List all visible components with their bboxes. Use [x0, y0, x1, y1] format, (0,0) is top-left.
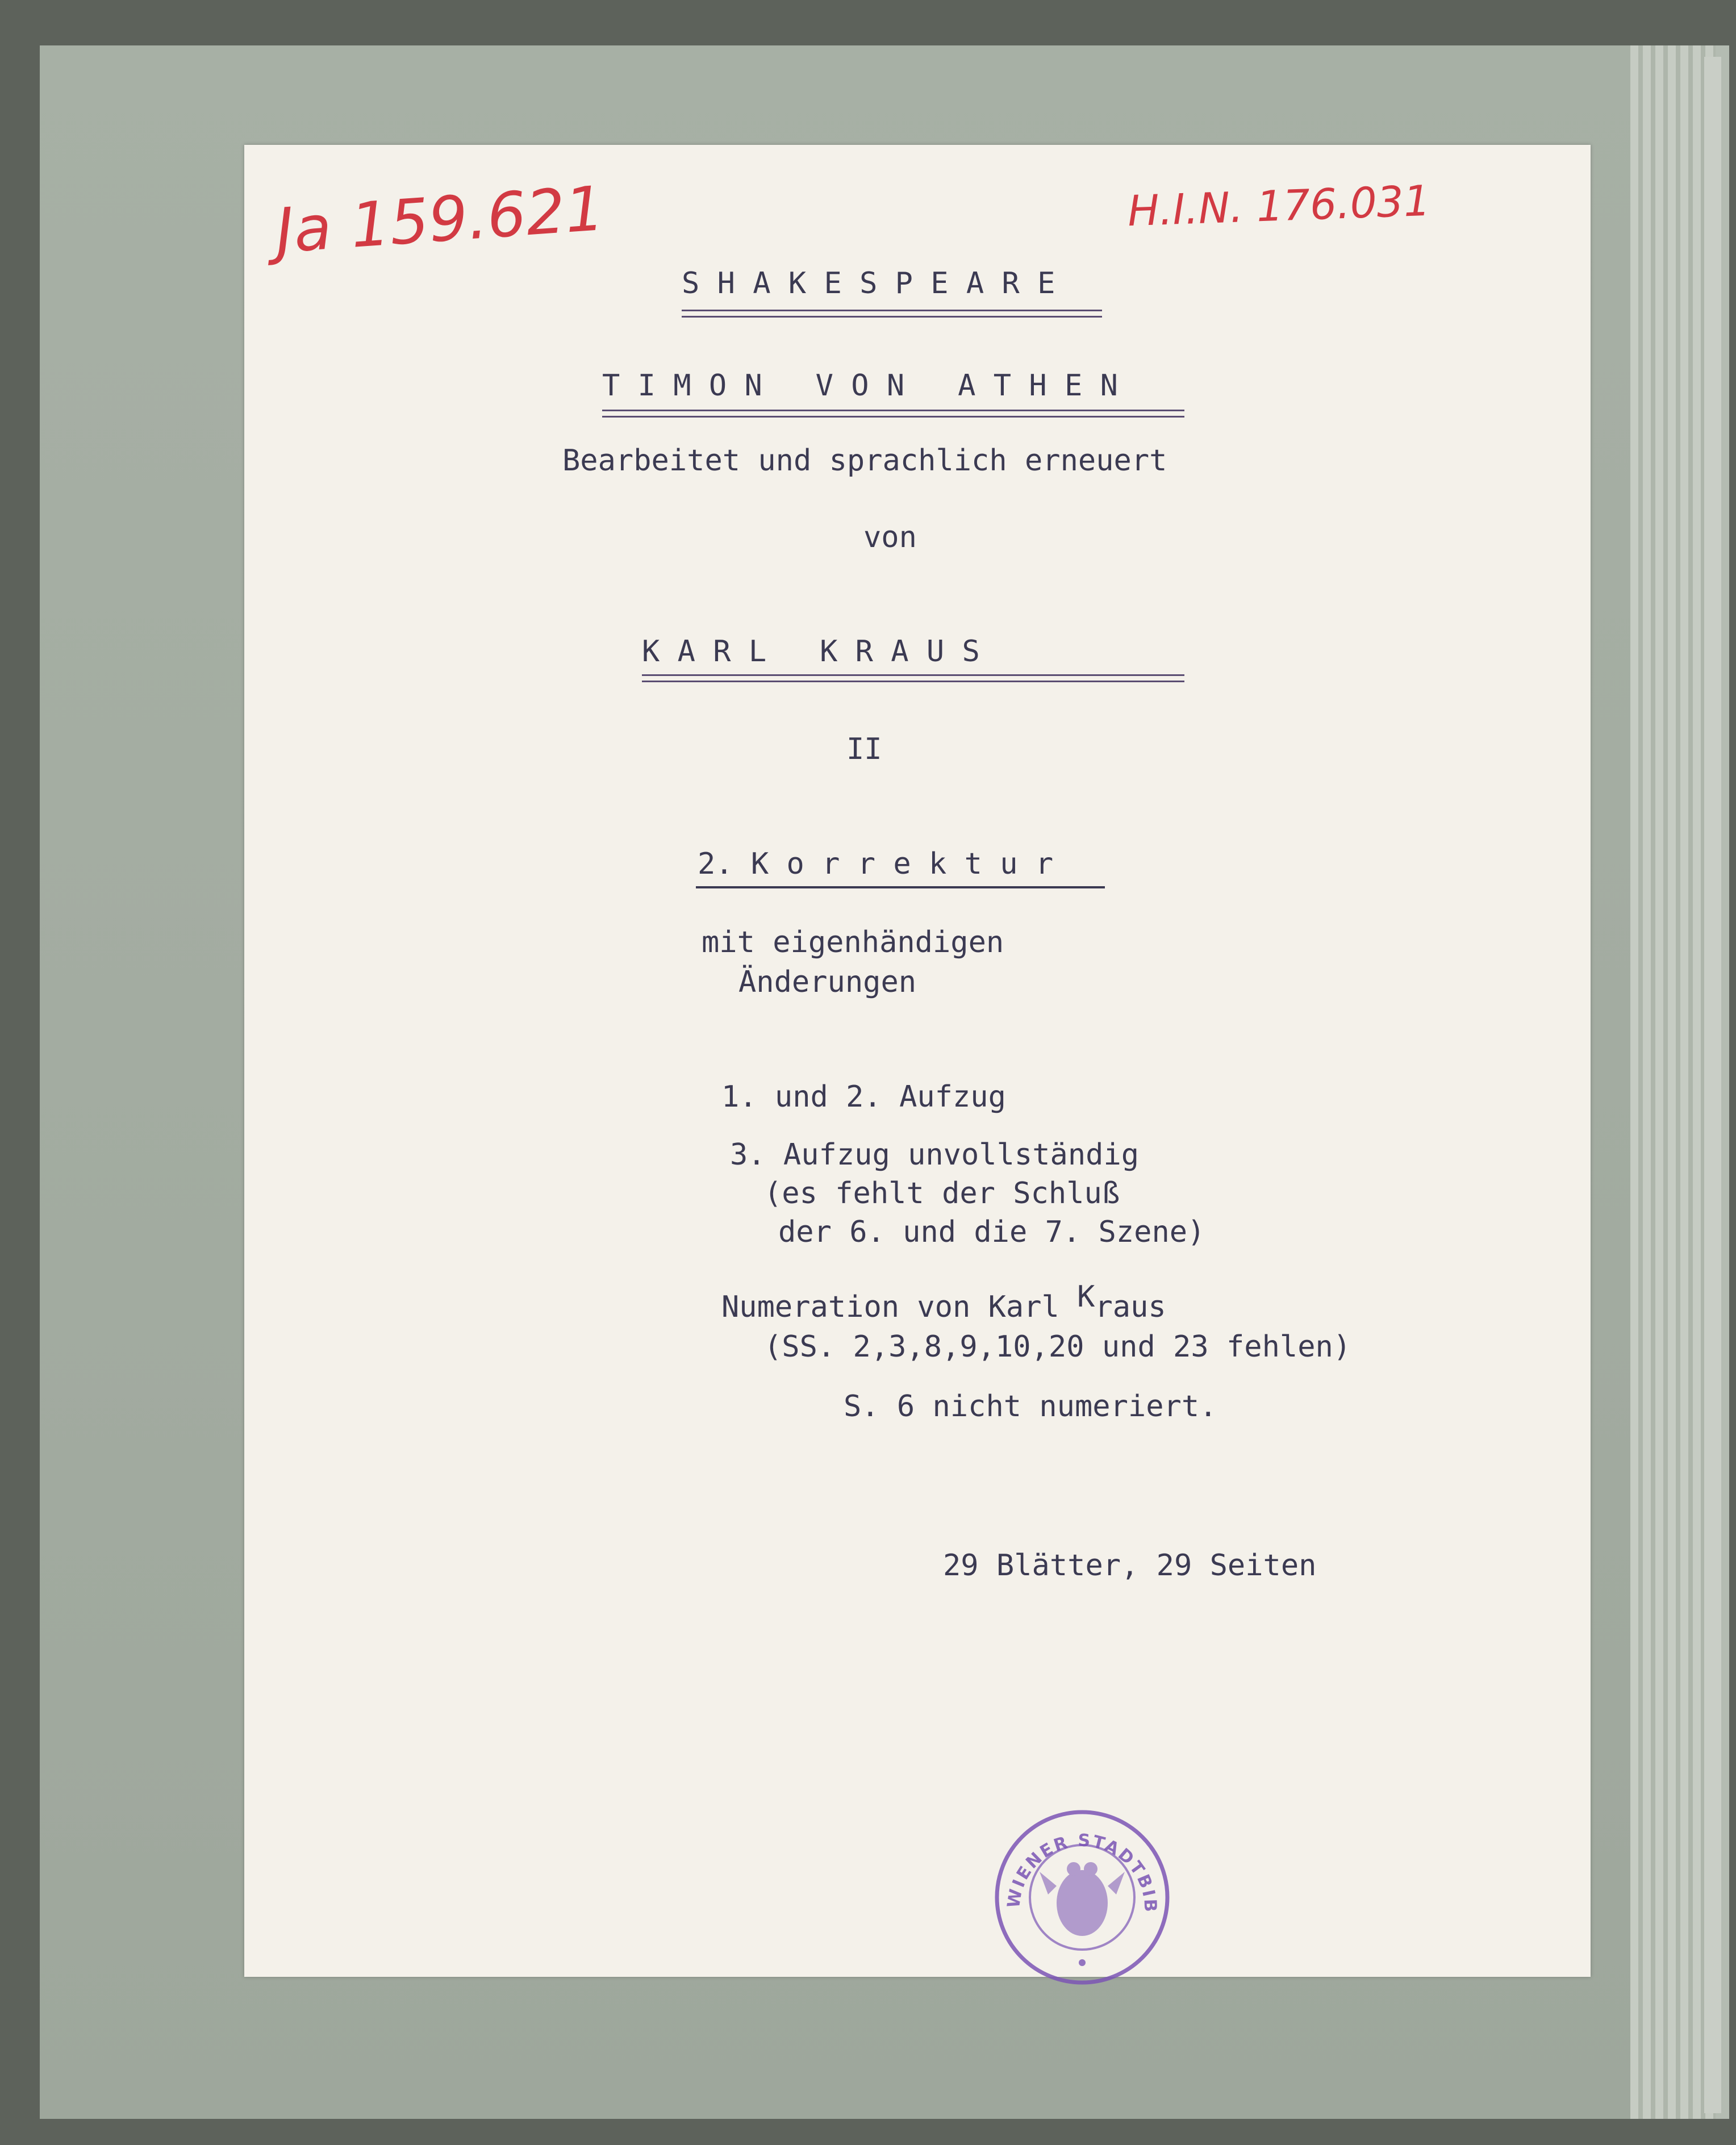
- correction-note-1: mit eigenhändigen: [702, 925, 1004, 959]
- numeration-line-3: S. 6 nicht numeriert.: [844, 1389, 1217, 1424]
- folder-strip: [1704, 57, 1721, 2113]
- numeration-line-2: (SS. 2,3,8,9,10,20 und 23 fehlen): [764, 1330, 1351, 1364]
- contents-item-2-detail-2: der 6. und die 7. Szene): [778, 1215, 1205, 1249]
- correction-note-2: Änderungen: [738, 965, 917, 999]
- shelfmark-right: H.I.N. 176.031: [1126, 176, 1432, 236]
- subtitle: Bearbeitet und sprachlich erneuert: [562, 444, 1167, 478]
- correction-underline: [696, 886, 1105, 888]
- author-double-underline: [682, 310, 1102, 318]
- adapter-double-underline: [642, 674, 1184, 682]
- play-title-double-underline: [602, 410, 1184, 418]
- extent-note: 29 Blätter, 29 Seiten: [943, 1549, 1317, 1583]
- library-stamp-graphic: [994, 1809, 1170, 1985]
- contents-item-2-detail-1: (es fehlt der Schluß: [764, 1176, 1120, 1211]
- author-heading: S H A K E S P E A R E: [682, 266, 1055, 301]
- contents-item-2: 3. Aufzug unvollständig: [730, 1138, 1140, 1172]
- correction-label: 2. K o r r e k t u r: [698, 847, 1054, 881]
- volume-number: II: [846, 732, 882, 766]
- play-title: T I M O N V O N A T H E N: [602, 369, 1118, 403]
- numeration-line-1: Numeration von Karl Kraus: [721, 1280, 1166, 1324]
- stamp-text: WIENER STADTBIB: [1003, 1830, 1161, 1914]
- by-line: von: [863, 520, 917, 554]
- adapter-name: K A R L K R A U S: [642, 635, 980, 669]
- eagle-crest-icon: [1040, 1862, 1125, 1936]
- title-sheet: [244, 145, 1591, 1977]
- folder-edge: [1630, 45, 1716, 2119]
- contents-item-1: 1. und 2. Aufzug: [721, 1080, 1006, 1114]
- library-stamp: [994, 1809, 1170, 1985]
- shelfmark-left: Ja 159.621: [273, 173, 607, 268]
